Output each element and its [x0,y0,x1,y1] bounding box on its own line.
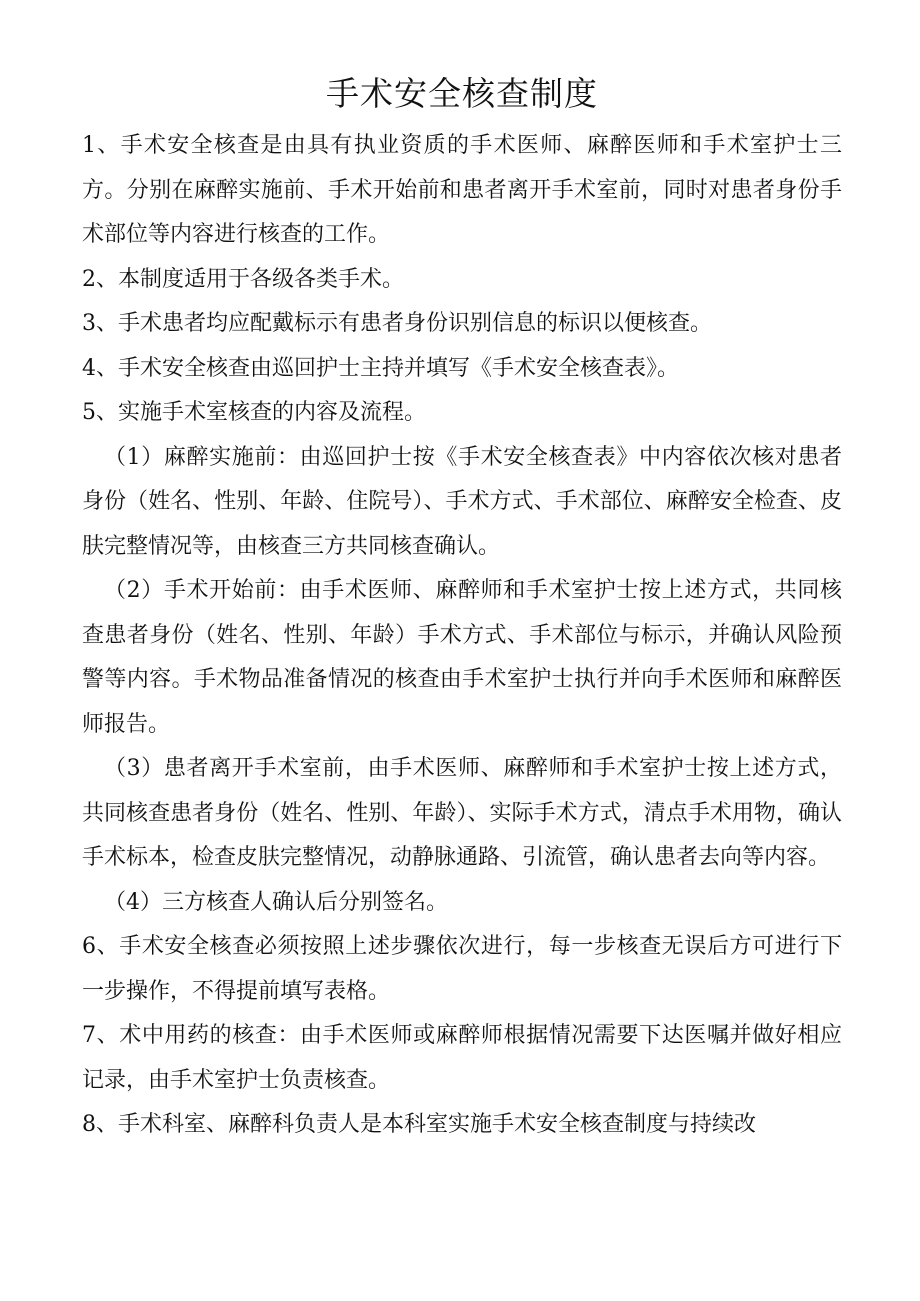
paragraph-7: 7、术中用药的核查：由手术医师或麻醉师根据情况需要下达医嘱并做好相应记录，由手术室护士负责核查。 [82,1023,842,1093]
paragraph-5-3: （3）患者离开手术室前，由手术医师、麻醉师和手术室护士按上述方式，共同核查患者身份（姓名、性别、年龄）、实际手术方式，清点手术用物，确认手术标本，检查皮肤完整情况，动静脉通路、引流管，确认患者去向等内容。 [82,756,842,870]
paragraph-6: 6、手术安全核查必须按照上述步骤依次进行，每一步核查无误后方可进行下一步操作，不得提前填写表格。 [82,934,842,1004]
paragraph-8: 8、手术科室、麻醉科负责人是本科室实施手术安全核查制度与持续改 [82,1112,756,1137]
paragraph-2: 2、本制度适用于各级各类手术。 [82,266,404,292]
paragraph-5-4: （4）三方核查人确认后分别签名。 [104,889,448,915]
paragraph-5: 5、实施手术室核查的内容及流程。 [82,400,426,425]
paragraph-1: 1、手术安全核查是由具有执业资质的手术医师、麻醉医师和手术室护士三方。分别在麻醉实施前、手术开始前和患者离开手术室前，同时对患者身份手术部位等内容进行核查的工作。 [82,133,842,247]
page-title: 手术安全核查制度 [326,74,598,113]
paragraph-5-2: （2）手术开始前：由手术医师、麻醉师和手术室护士按上述方式，共同核查患者身份（姓名、性别、年龄）手术方式、手术部位与标示，并确认风险预警等内容。手术物品准备情况的核查由手术室护士执行并向手术医师和麻醉医师报告。 [82,578,842,737]
paragraph-3: 3、手术患者均应配戴标示有患者身份识别信息的标识以便核查。 [82,311,712,336]
paragraph-4: 4、手术安全核查由巡回护士主持并填写《手术安全核查表》。 [82,355,679,381]
paragraph-5-1: （1）麻醉实施前：由巡回护士按《手术安全核查表》中内容依次核对患者身份（姓名、性别、年龄、住院号）、手术方式、手术部位、麻醉安全检查、皮肤完整情况等，由核查三方共同核查确认。 [82,444,842,559]
